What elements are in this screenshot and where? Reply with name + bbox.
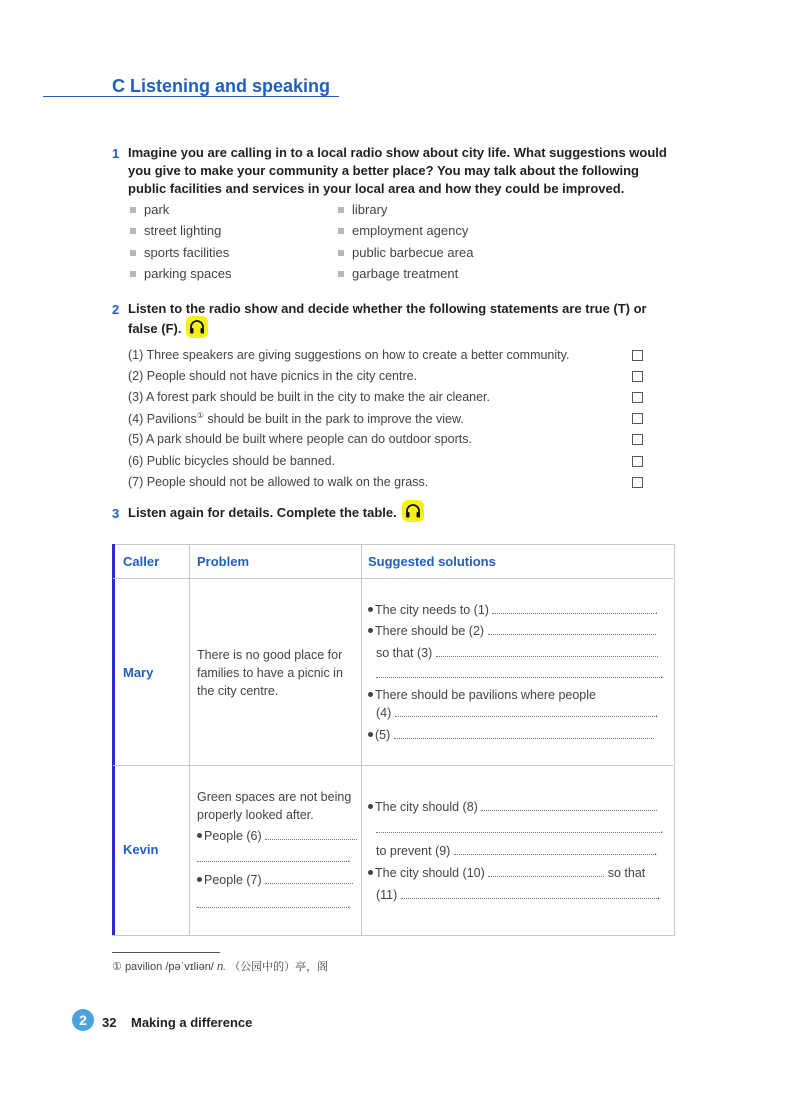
answer-blank-2[interactable]	[488, 633, 656, 635]
headphones-icon[interactable]	[186, 316, 208, 338]
problem-line: Green spaces are not being	[197, 790, 352, 804]
footnote	[112, 958, 328, 974]
answer-blank-3-cont[interactable]	[376, 676, 660, 678]
answer-blank-11[interactable]	[401, 897, 657, 899]
solution-text: People (6)	[204, 829, 262, 843]
solution-3b	[376, 704, 658, 722]
question-1-text	[128, 144, 688, 198]
footnote-rule	[112, 952, 220, 953]
unit-badge: 2	[72, 1009, 94, 1031]
solution-text: so that	[607, 866, 646, 880]
problem-line: families to have a picnic in	[197, 666, 343, 680]
bullet-dot-icon	[197, 877, 202, 882]
kevin-people-7-cont	[197, 895, 350, 913]
solution-text: There should be pavilions where people	[375, 688, 596, 702]
section-title: C Listening and speaking	[112, 76, 331, 96]
page-number: 32	[102, 1015, 117, 1030]
option-item	[338, 266, 458, 281]
solution-text: to prevent (9)	[376, 844, 451, 858]
footnote-ipa: /pəˈvɪliən/	[165, 961, 214, 973]
section-divider	[43, 96, 339, 97]
period: .	[653, 844, 658, 858]
footnote-marker: ①	[196, 411, 204, 420]
bullet-dot-icon	[197, 833, 202, 838]
bullet-dot-icon	[368, 692, 373, 697]
caller-mary: Mary	[123, 665, 154, 680]
question-1-line: public facilities and services in your local area and how they could be improved.	[128, 181, 625, 196]
period: .	[656, 888, 661, 902]
solution-text: People (7)	[204, 873, 262, 887]
square-bullet-icon	[338, 228, 344, 234]
period: .	[660, 667, 664, 681]
solution-2	[368, 622, 656, 640]
bullet-dot-icon	[368, 628, 373, 633]
footnote-gloss: （公园中的）亭，阁	[229, 961, 329, 973]
solution-text: There should be (2)	[375, 624, 485, 638]
period: .	[347, 851, 351, 865]
question-2-text: Listen to the radio show and decide whether the following statements are true (T) or	[128, 301, 647, 316]
option-label: garbage treatment	[352, 266, 459, 281]
solution-10	[368, 864, 645, 882]
option-label: park	[144, 202, 170, 217]
option-label: employment agency	[352, 223, 469, 238]
option-item	[130, 266, 231, 281]
solution-9	[376, 842, 657, 860]
question-2-number: 2	[112, 302, 120, 317]
statement-3: (3) A forest park should be built in the city to make the air cleaner.	[128, 390, 490, 404]
footnote-pos: n.	[216, 961, 227, 973]
statement-7: (7) People should not be allowed to walk on the grass.	[128, 475, 429, 489]
answer-blank-6[interactable]	[265, 838, 357, 840]
square-bullet-icon	[338, 250, 344, 256]
option-item	[338, 202, 387, 217]
tf-checkbox[interactable]	[632, 371, 643, 382]
option-label: street lighting	[144, 223, 222, 238]
option-item	[130, 245, 229, 260]
option-item	[338, 245, 473, 260]
question-1-line: you give to make your community a better place? You may talk about the following	[128, 163, 639, 178]
solution-11	[376, 886, 660, 904]
question-2-text-line2: false (F).	[128, 321, 182, 336]
tf-checkbox[interactable]	[632, 392, 643, 403]
bullet-dot-icon	[368, 870, 373, 875]
answer-blank-9[interactable]	[454, 853, 654, 855]
option-item	[130, 202, 169, 217]
statement-5: (5) A park should be built where people can do outdoor sports.	[128, 432, 472, 446]
solution-text: so that (3)	[376, 646, 433, 660]
unit-title: Making a difference	[131, 1015, 253, 1030]
header-problem: Problem	[197, 554, 250, 569]
answer-blank-8-cont[interactable]	[376, 831, 660, 833]
answer-blank-8[interactable]	[481, 809, 657, 811]
bullet-dot-icon	[368, 804, 373, 809]
answer-blank-4[interactable]	[395, 715, 655, 717]
answer-blank-6-cont[interactable]	[197, 860, 347, 862]
square-bullet-icon	[130, 250, 136, 256]
solution-text: (4)	[376, 706, 392, 720]
solution-text: (5)	[375, 728, 391, 742]
table-accent-bar	[112, 544, 115, 935]
answer-blank-10[interactable]	[488, 875, 604, 877]
option-label: public barbecue area	[352, 245, 474, 260]
period: .	[660, 822, 664, 836]
problem-line: the city centre.	[197, 684, 279, 698]
table-row-divider	[113, 578, 673, 579]
answer-blank-7[interactable]	[265, 882, 353, 884]
period: .	[347, 897, 351, 911]
statement-4-end: should be built in the park to improve the view.	[203, 412, 464, 427]
statement-4-start: (4) Pavilions	[128, 412, 197, 427]
solution-8	[368, 798, 657, 816]
tf-checkbox[interactable]	[632, 456, 643, 467]
kevin-people-6-cont	[197, 849, 350, 867]
square-bullet-icon	[338, 271, 344, 277]
option-item	[130, 223, 221, 238]
square-bullet-icon	[130, 228, 136, 234]
problem-line: There is no good place for	[197, 648, 343, 662]
period: .	[654, 603, 658, 617]
square-bullet-icon	[338, 207, 344, 213]
tf-checkbox[interactable]	[632, 477, 643, 488]
solution-8-cont	[376, 820, 663, 838]
question-3-number: 3	[112, 506, 120, 521]
solution-3	[368, 686, 596, 704]
tf-checkbox[interactable]	[632, 434, 643, 445]
bullet-dot-icon	[368, 607, 373, 612]
question-1-line: Imagine you are calling in to a local radio show about city life. What suggestions would	[128, 145, 667, 160]
footnote-word: pavilion	[124, 961, 163, 973]
kevin-people-7	[197, 871, 353, 889]
option-label: sports facilities	[144, 245, 230, 260]
solution-4	[368, 726, 654, 744]
footnote-marker: ①	[112, 961, 122, 973]
header-caller: Caller	[123, 554, 160, 569]
statement-4	[128, 411, 464, 426]
statement-1: (1) Three speakers are giving suggestions on how to create a better community.	[128, 348, 570, 362]
square-bullet-icon	[130, 207, 136, 213]
solution-text: The city should (8)	[375, 800, 478, 814]
solution-text: (11)	[376, 888, 398, 902]
answer-blank-3[interactable]	[436, 655, 658, 657]
kevin-problem	[197, 788, 351, 824]
bullet-dot-icon	[368, 732, 373, 737]
table-col-divider	[189, 544, 190, 935]
answer-blank-5[interactable]	[394, 737, 654, 739]
mary-problem	[197, 646, 343, 700]
solution-2b	[376, 644, 658, 662]
table-col-divider	[361, 544, 362, 935]
table-row-divider	[113, 765, 673, 766]
solution-text: The city should (10)	[375, 866, 485, 880]
problem-line: properly looked after.	[197, 808, 314, 822]
question-1-number: 1	[112, 146, 120, 161]
option-item	[338, 223, 468, 238]
solution-text: The city needs to (1)	[375, 603, 489, 617]
caller-kevin: Kevin	[123, 842, 159, 857]
headphones-icon[interactable]	[402, 500, 424, 522]
kevin-people-6	[197, 827, 357, 845]
solution-1	[368, 601, 658, 619]
question-3-text: Listen again for details. Complete the table.	[128, 505, 397, 520]
answer-blank-7-cont[interactable]	[197, 906, 347, 908]
option-label: library	[352, 202, 388, 217]
option-label: parking spaces	[144, 266, 232, 281]
statement-2: (2) People should not have picnics in the city centre.	[128, 369, 418, 383]
solution-2c	[376, 665, 663, 683]
period: .	[654, 706, 659, 720]
tf-checkbox[interactable]	[632, 413, 643, 424]
tf-checkbox[interactable]	[632, 350, 643, 361]
answer-blank-1[interactable]	[492, 612, 654, 614]
square-bullet-icon	[130, 271, 136, 277]
statement-6: (6) Public bicycles should be banned.	[128, 454, 336, 468]
header-solutions: Suggested solutions	[368, 554, 496, 569]
